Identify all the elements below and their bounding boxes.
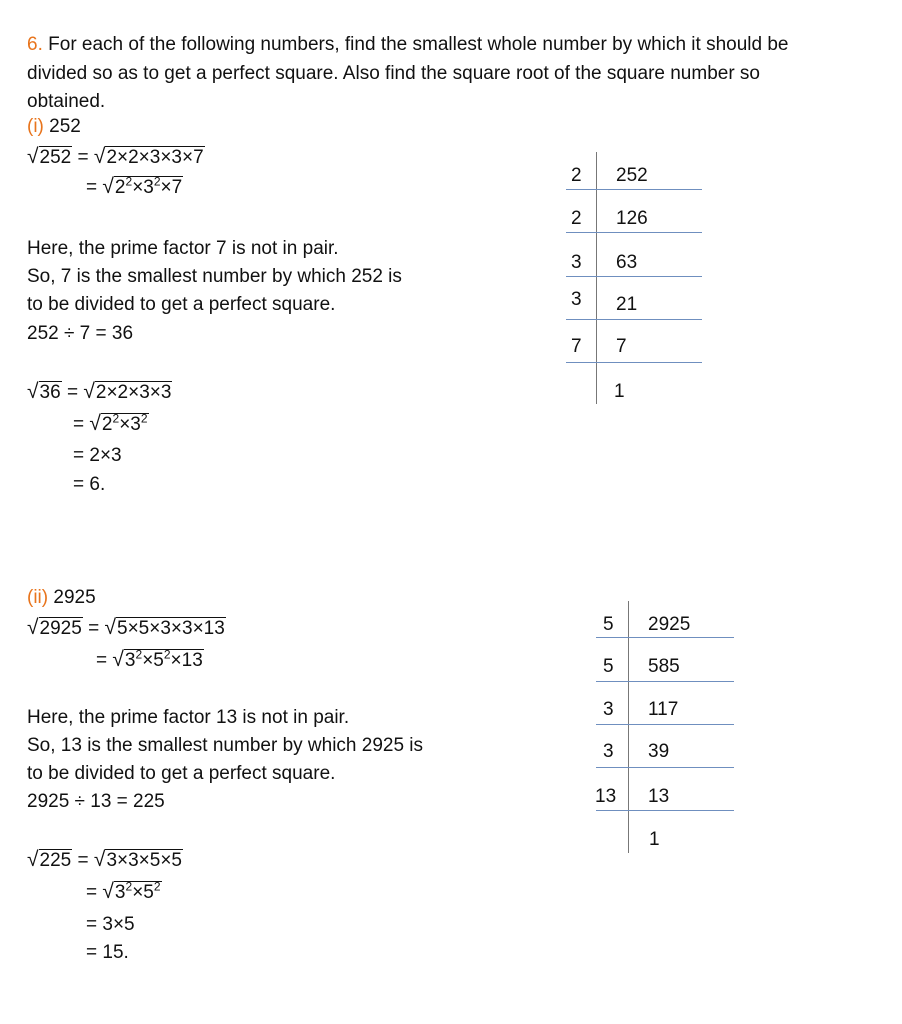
- part1-explain-1: Here, the prime factor 7 is not in pair.: [27, 238, 339, 259]
- radical: √2×2×3×3×7: [93, 145, 204, 168]
- divisor-cell: 3: [603, 741, 614, 762]
- value-cell: 585: [648, 656, 680, 677]
- part1-explain-3: to be divided to get a perfect square.: [27, 294, 336, 315]
- radical: √36: [27, 380, 61, 403]
- radical: $√2^2\times 3^2$: [89, 411, 148, 435]
- divisor-cell: 5: [603, 614, 614, 635]
- part1-heading: [27, 116, 81, 138]
- part1-explain-2: So, 7 is the smallest number by which 252 is: [27, 266, 402, 287]
- part2-root-3: = 3×5: [86, 914, 135, 935]
- divisor-cell: 7: [571, 336, 582, 357]
- radical: √5×5×3×3×13: [104, 616, 225, 639]
- part1-root-2: = $√2^2\times 3^2$: [73, 411, 148, 435]
- part1-number: 252: [49, 116, 81, 137]
- part1-label: (i): [27, 116, 44, 137]
- divisor-cell: 3: [571, 289, 582, 310]
- part1-root-4: = 6.: [73, 474, 106, 495]
- radical: √3×3×5×5: [93, 848, 182, 871]
- part2-root-4: = 15.: [86, 942, 129, 963]
- value-cell: 39: [648, 741, 670, 762]
- value-cell: 63: [616, 252, 638, 273]
- part1-step1: √252 = √2×2×3×3×7: [27, 145, 204, 168]
- part2-explain-3: to be divided to get a perfect square.: [27, 763, 336, 784]
- value-cell: 1: [614, 381, 625, 402]
- divisor-cell: 3: [571, 252, 582, 273]
- radical: $√3^2\times 5^2$: [102, 879, 161, 903]
- part2-explain-2: So, 13 is the smallest number by which 2925 is: [27, 735, 424, 756]
- part1-division: 252 ÷ 7 = 36: [27, 323, 134, 344]
- part2-explain-1: Here, the prime factor 13 is not in pair.: [27, 707, 350, 728]
- part2-division: 2925 ÷ 13 = 225: [27, 791, 165, 812]
- radical: √225: [27, 848, 72, 871]
- divisor-cell: 2: [571, 208, 582, 229]
- value-cell: 126: [616, 208, 648, 229]
- part2-heading: [27, 587, 96, 609]
- divisor-cell: 13: [595, 786, 617, 807]
- question-text-3: obtained.: [27, 91, 106, 112]
- part2-number: 2925: [53, 587, 96, 608]
- part2-step2: = $√3^2\times 5^2\times 13$: [96, 647, 203, 671]
- part2-root-1: √225 = √3×3×5×5: [27, 848, 182, 871]
- value-cell: 117: [648, 699, 679, 720]
- value-cell: 252: [616, 165, 648, 186]
- question-line-1: [27, 30, 788, 59]
- value-cell: 7: [616, 336, 627, 357]
- question-text-1: For each of the following numbers, find the smallest whole number by which it should be: [48, 34, 789, 55]
- divisor-cell: 5: [603, 656, 614, 677]
- divisor-cell: 2: [571, 165, 582, 186]
- value-cell: 21: [616, 294, 638, 315]
- part1-root-1: √36 = √2×2×3×3: [27, 380, 172, 403]
- part2-label: (ii): [27, 587, 49, 608]
- radical: $√3^2\times 5^2\times 13$: [112, 647, 203, 671]
- value-cell: 1: [649, 829, 660, 850]
- radical: √2925: [27, 616, 82, 639]
- part2-step1: √2925 = √5×5×3×3×13: [27, 616, 225, 639]
- part1-root-3: = 2×3: [73, 445, 122, 466]
- radical: √252: [27, 145, 72, 168]
- question-text-2: divided so as to get a perfect square. Also find the square root of the square number so: [27, 63, 761, 84]
- part1-step2: = $√2^2\times 3^2\times 7$: [86, 174, 183, 198]
- divisor-cell: 3: [603, 699, 614, 720]
- question-number: 6.: [27, 34, 43, 55]
- value-cell: 13: [648, 786, 670, 807]
- radical: √2×2×3×3: [83, 380, 172, 403]
- part2-root-2: = $√3^2\times 5^2$: [86, 879, 161, 903]
- radical: $√2^2\times 3^2\times 7$: [102, 174, 183, 198]
- value-cell: 2925: [648, 614, 691, 635]
